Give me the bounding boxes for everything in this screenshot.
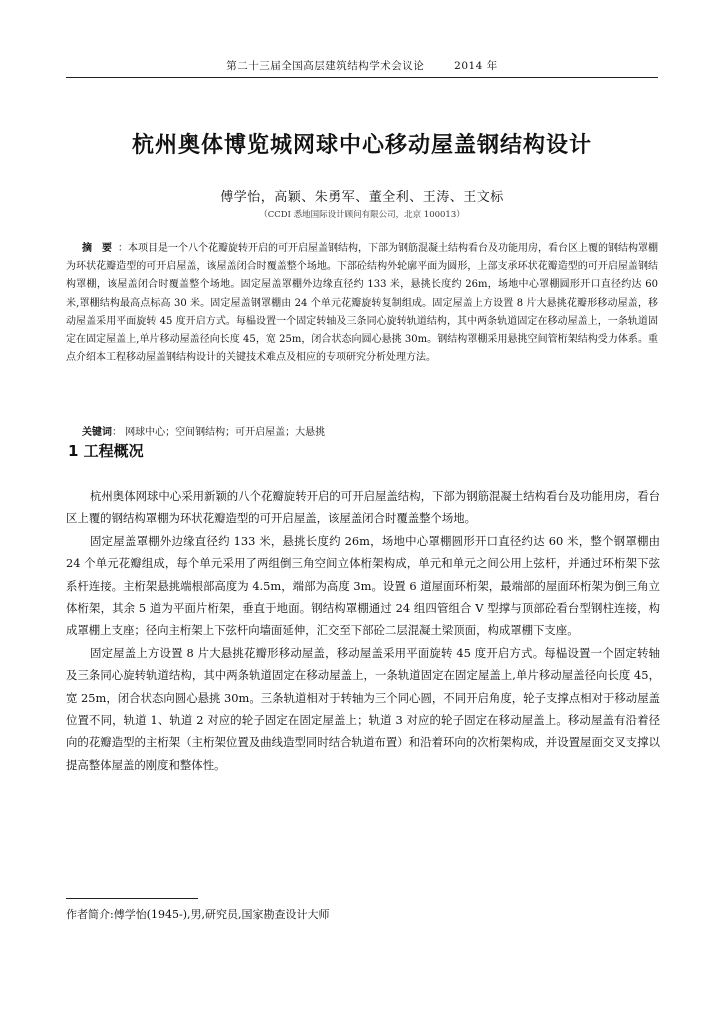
- author-footnote: 作者简介:傅学怡(1945-),男,研究员,国家勘查设计大师: [66, 908, 330, 921]
- paper-title: 杭州奥体博览城网球中心移动屋盖钢结构设计: [131, 133, 592, 158]
- author-list: 傅学怡，高颖、朱勇军、董全利、王涛、王文标: [220, 190, 504, 205]
- author-affiliation: （CCDI 悉地国际设计顾问有限公司，北京 100013）: [259, 210, 465, 220]
- abstract-text: 本项目是一个八个花瓣旋转开启的可开启屋盖钢结构，下部为钢筋混凝土结构看台及功能用房，看台区上覆的钢结构罩棚为环状花瓣造型的可开启屋盖，该屋盖闭合时覆盖整个场地。下部砼结构外轮廓平面为圆形，上部支承环状花瓣造型的可开启屋盖钢结构罩棚，该屋盖闭合时覆盖整个场地。固定屋盖罩棚外边缘直径约 133 米，悬挑长度约 26m，场地中心罩棚圆形开口直径约达 60 米,罩棚结构最高点标高 30 米。固定屋盖钢罩棚由 24 个单元花瓣旋转复制组成。固定屋盖上方设置 8 片大悬挑花瓣形移动屋盖，移动屋盖采用平面旋转 45 度开启方式。每榀设置一个固定转轴及三条同心旋转轨道结构，其中两条轨道固定在移动屋盖上，一条轨道固定在固定屋盖上,单片移动屋盖径向长度 45，宽 25m，闭合状态向圆心悬挑 30m。钢结构罩棚采用悬挑空间管桁架结构受力体系。重点介绍本工程移动屋盖钢结构设计的关键技术难点及相应的专项研究分析处理方法。: [66, 243, 658, 364]
- section-heading: 1 工程概况: [68, 442, 144, 460]
- keywords: 关键词： 网球中心；空间钢结构；可开启屋盖；大悬挑: [82, 427, 326, 438]
- keywords-text: 网球中心；空间钢结构；可开启屋盖；大悬挑: [125, 427, 326, 438]
- footnote-divider: [66, 898, 198, 899]
- section-body: [66, 485, 660, 776]
- conference-year: 2014 年: [454, 60, 498, 72]
- conference-name: 第二十三届全国高层建筑结构学术会议论: [226, 60, 425, 72]
- abstract-label: 摘 要: [82, 243, 112, 254]
- running-header: [66, 58, 658, 78]
- body-paragraph: 杭州奥体网球中心采用新颖的八个花瓣旋转开启的可开启屋盖结构，下部为钢筋混凝土结构看台及功能用房，看台区上覆的钢结构罩棚为环状花瓣造型的可开启屋盖，该屋盖闭合时覆盖整个场地。: [66, 489, 660, 526]
- abstract: 摘 要 ：本项目是一个八个花瓣旋转开启的可开启屋盖钢结构，下部为钢筋混凝土结构看台及功能用房，看台区上覆的钢结构罩棚为环状花瓣造型的可开启屋盖，该屋盖闭合时覆盖整个场地。下部砼结构外轮廓平面为圆形，上部支承环状花瓣造型的可开启屋盖钢结构罩棚，该屋盖闭合时覆盖整个场地。固定屋盖罩棚外边缘直径约 133 米，悬挑长度约 26m，场地中心罩棚圆形开口直径约达 60 米,罩棚结构最高点标高 30 米。固定屋盖钢罩棚由 24 个单元花瓣旋转复制组成。固定屋盖上方设置 8 片大悬挑花瓣形移动屋盖，移动屋盖采用平面旋转 45 度开启方式。每榀设置一个固定转轴及三条同心旋转轨道结构，其中两条轨道固定在移动屋盖上，一条轨道固定在固定屋盖上,单片移动屋盖径向长度 45，宽 25m，闭合状态向圆心悬挑 30m。钢结构罩棚采用悬挑空间管桁架结构受力体系。重点介绍本工程移动屋盖钢结构设计的关键技术难点及相应的专项研究分析处理方法。: [66, 243, 658, 364]
- body-paragraph: 固定屋盖罩棚外边缘直径约 133 米，悬挑长度约 26m，场地中心罩棚圆形开口直径约达 60 米，整个钢罩棚由 24 个单元花瓣组成，每个单元采用了两组倒三角空间立体桁架构成，单元和单元之间公用上弦杆，并通过环桁架下弦系杆连接。主桁架悬挑端根部高度为 4.5m，端部为高度 3m。设置 6 道屋面环桁架，最端部的屋面环桁架为倒三角立体桁架，其余 5 道为平面片桁架，垂直于地面。钢结构罩棚通过 24 组四管组合 V 型撑与顶部砼看台型钢柱连接，构成罩棚上支座；径向主桁架上下弦杆向墙面延伸，汇交至下部砼二层混凝土梁顶面，构成罩棚下支座。: [66, 533, 660, 638]
- keywords-label: 关键词: [82, 427, 112, 438]
- body-paragraph: 固定屋盖上方设置 8 片大悬挑花瓣形移动屋盖，移动屋盖采用平面旋转 45 度开启方式。每榀设置一个固定转轴及三条同心旋转轨道结构，其中两条轨道固定在移动屋盖上，一条轨道固定在固定屋盖上,单片移动屋盖径向长度 45，宽 25m，闭合状态向圆心悬挑 30m。三条轨道相对于转轴为三个同心圆，不同开启角度，轮子支撑点相对于移动屋盖位置不同，轨道 1、轨道 2 对应的轮子固定在固定屋盖上；轨道 3 对应的轮子固定在移动屋盖上。移动屋盖有沿着径向的花瓣造型的主桁架（主桁架位置及曲线造型同时结合轨道布置）和沿着环向的次桁架构成，并设置屋面交叉支撑以提高整体屋盖的刚度和整体性。: [66, 645, 660, 772]
